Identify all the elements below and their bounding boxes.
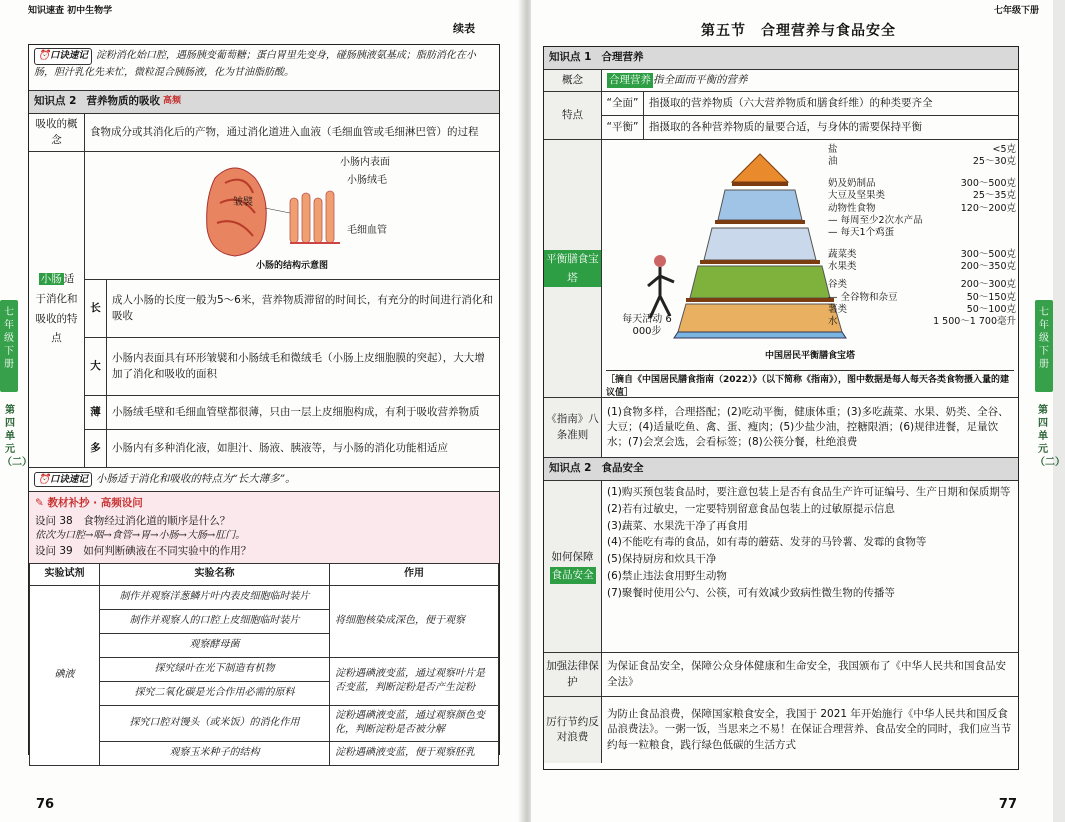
unit-label-left: 第四单元（二）: [2, 405, 32, 468]
pagoda-label: 平衡膳食宝塔: [544, 140, 602, 397]
table-row: 探究口腔对馒头（或米饭）的消化作用: [100, 705, 330, 741]
effect-endosperm: 淀粉遇碘液变蓝，便于观察胚乳: [330, 741, 499, 765]
pagoda-illustration: [620, 146, 820, 342]
label-inner-surface: 小肠内表面: [340, 157, 390, 168]
list-item: (5)保持厨房和炊具干净: [607, 553, 717, 566]
page-number-left: 76: [36, 797, 55, 812]
effect-stain: 将细胞核染成深色，便于观察: [330, 585, 499, 657]
table-row: 观察玉米种子的结构: [100, 741, 330, 765]
left-page: [0, 0, 523, 822]
list-item: (6)禁止违法食用野生动物: [607, 569, 727, 582]
waste-text: 为防止食品浪费，保障国家粮食安全，我国于 2021 年开始施行《中华人民共和国反食品浪费法》。一粥一饭，当思来之不易！在保证合理营养、食品安全的同时，我们应当节约每一粒粮食，践行绿色低碳的生活方式: [607, 708, 1012, 751]
answer-38: 依次为口腔→咽→食管→胃→小肠→大肠→肛门。: [35, 530, 246, 542]
daily-activity-label: 每天活动 6 000步: [622, 314, 672, 337]
kp-title: 营养物质的吸收: [86, 95, 160, 108]
table-head-reagent: 实验试剂: [30, 564, 100, 586]
concept-text-right: 合理营养 指全面而平衡的营养: [602, 70, 1018, 91]
high-frequency-badge: 高频: [162, 96, 181, 107]
feature-text-many: 小肠内有多种消化液，如胆汁、肠液、胰液等，与小肠的消化功能相适应: [112, 441, 448, 454]
label-folds: 皱襞: [233, 197, 253, 208]
guide-label: 《指南》八条准则: [544, 398, 602, 457]
pen-icon: ✎: [35, 497, 44, 509]
table-head-experiment: 实验名称: [100, 564, 330, 586]
list-item: (3)蔬菜、水果洗干净了再食用: [607, 519, 748, 532]
side-tab-right: 七年级下册: [1035, 300, 1053, 392]
table-head-effect: 作用: [330, 564, 499, 586]
list-item: (1)购买预包装食品时，要注意包装上是否有食品生产许可证编号、生产日期和保质期等: [607, 486, 1011, 498]
safety-list: [602, 481, 1018, 652]
feature-key-large: 大: [85, 338, 107, 395]
table-row: 探究二氧化碳是光合作用必需的原料: [100, 681, 330, 705]
law-label: 加强法律保护: [544, 653, 602, 696]
right-main-table: [543, 46, 1019, 770]
waste-label: 厉行节约反对浪费: [544, 697, 602, 763]
effect-starch-digest: 淀粉遇碘液变蓝，通过观察颜色变化，判断淀粉是否被分解: [330, 705, 499, 741]
page-number-right: 77: [998, 797, 1017, 812]
feature-key-comprehensive: “全面”: [602, 92, 644, 115]
kp2-header-right: 知识点 2 食品安全: [544, 458, 1018, 480]
iodine-experiment-table: [29, 563, 499, 766]
feature-text-large: 小肠内表面具有环形皱襞和小肠绒毛和微绒毛（小肠上皮细胞膜的突起），大大增加了消化和吸收的面积: [112, 352, 485, 380]
small-intestine-highlight: 小肠: [40, 272, 62, 285]
safety-label: 如何保障 食品安全: [544, 481, 602, 652]
kp-label: 知识点 2: [34, 95, 77, 108]
feature-text-comprehensive: 指摄取的营养物质（六大营养物质和膳食纤维）的种类要齐全: [649, 96, 933, 109]
feature-label-right: 特点: [544, 92, 602, 139]
side-tab-left: 七年级下册: [0, 300, 18, 392]
kp1-header: 知识点 1 合理营养: [544, 47, 1018, 69]
feature-label: 小肠 适于消化和吸收的特点: [29, 152, 85, 467]
feature-key-balanced: “平衡”: [602, 116, 644, 139]
table-row: 制作并观察人的口腔上皮细胞临时装片: [100, 609, 330, 633]
reagent-iodine: 碘液: [30, 585, 100, 765]
label-villi: 小肠绒毛: [347, 175, 387, 186]
label-capillary: 毛细血管: [347, 225, 387, 236]
concept-label: 吸收的概念: [29, 114, 85, 151]
feature-key-long: 长: [85, 280, 107, 337]
unit-label-right: 第四单元（二）: [1035, 405, 1065, 468]
list-item: (2)若有过敏史，一定要特别留意食品包装上的过敏原提示信息: [607, 502, 895, 515]
textbook-supplement: [29, 492, 499, 563]
alarm-clock-icon: ⏰: [38, 50, 50, 61]
question-39: 设问 39 如何判断碘液在不同实验中的作用？: [35, 544, 252, 557]
table-row: 探究绿叶在光下制造有机物: [100, 657, 330, 681]
memo-2: ⏰口诀速记 小肠适于消化和吸收的特点为“长大薄多”。: [29, 468, 301, 491]
list-item: (7)聚餐时使用公勺、公筷，可有效减少致病性微生物的传播等: [607, 586, 895, 599]
kp2-header: [29, 91, 499, 113]
running-head-right: 七年级下册: [993, 6, 1039, 16]
law-text: 为保证食品安全，保障公众身体健康和生命安全，我国颁布了《中华人民共和国食品安全法》: [607, 660, 1006, 688]
feature-text-balanced: 指摄取的各种营养物质的量要合适，与身体的需要保持平衡: [649, 120, 922, 133]
feature-text-long: 成人小肠的长度一般为5～6米，营养物质滞留的时间长，有充分的时间进行消化和吸收: [112, 294, 493, 322]
memo-tag: ⏰口诀速记: [34, 48, 92, 65]
table-row: 观察酵母菌: [100, 633, 330, 657]
guide-text: (1)食物多样，合理搭配；(2)吃动平衡，健康体重；(3)多吃蔬菜、水果、奶类、全谷、大豆；(4)适量吃鱼、禽、蛋、瘦肉；(5)少盐少油，控糖限酒；(6)规律进餐，足量饮水；(7)会烹会选，会看标签；(8)公筷分餐，杜绝浪费: [607, 405, 1009, 449]
memo-1: ⏰口诀速记 淀粉消化始口腔，遇肠胰变葡萄糖；蛋白胃里先变身，碰肠胰液氨基成；脂肪消化在小肠，胆汁乳化先来忙，微粒混合胰肠液，化为甘油脂肪酸。: [34, 50, 476, 78]
pagoda-legend: 盐 <5克 油 25～30克 奶及奶制品 300～500克 大豆及坚果类 25～35克 动物性食物 120～200克 — 每周至少2次水产品 — 每天1个鸡蛋 蔬菜类 300～500克 水果类 200～350克 谷类 200～300克 — 全谷物和杂豆 50～150克 薯类 50～100克 水 1 500～1 700毫升: [828, 144, 1016, 327]
question-38: 设问 38 食物经过消化道的顺序是什么？: [35, 515, 231, 528]
food-pagoda: [602, 140, 1018, 397]
source-note: ［摘自《中国居民膳食指南（2022）》（以下简称《指南》），图中数据是每人每天各类食物摄入量的建议值］: [606, 370, 1014, 400]
left-main-table: [28, 44, 500, 758]
right-page: [531, 0, 1065, 822]
feature-key-many: 多: [85, 430, 107, 467]
feature-key-thin: 薄: [85, 396, 107, 429]
feature-text-thin: 小肠绒毛壁和毛细血管壁都很薄，只由一层上皮细胞构成，有利于吸收营养物质: [112, 405, 480, 418]
table-row: 制作并观察洋葱鳞片叶内表皮细胞临时装片: [100, 585, 330, 609]
supplement-title: ✎ 教材补抄 · 高频设问: [35, 497, 143, 509]
effect-starch-leaf: 淀粉遇碘液变蓝，通过观察叶片是否变蓝，判断淀粉是否产生淀粉: [330, 657, 499, 705]
running-head-left: 知识速查 初中生物学: [28, 6, 113, 16]
concept-text: 食物成分或其消化后的产物，通过消化道进入血液（毛细血管或毛细淋巴管）的过程: [90, 125, 479, 138]
list-item: (4)不能吃有毒的食品，如有毒的蘑菇、发芽的马铃薯、发霉的食物等: [607, 536, 927, 549]
alarm-clock-icon: ⏰: [38, 473, 50, 485]
intestine-diagram: [85, 152, 499, 280]
concept-label-right: 概念: [544, 70, 602, 91]
diagram-caption: 小肠的结构示意图: [255, 261, 328, 271]
section-title: 第五节 合理营养与食品安全: [701, 23, 896, 39]
pagoda-caption: 中国居民平衡膳食宝塔: [764, 351, 855, 361]
continued-label: 续表: [453, 22, 475, 35]
